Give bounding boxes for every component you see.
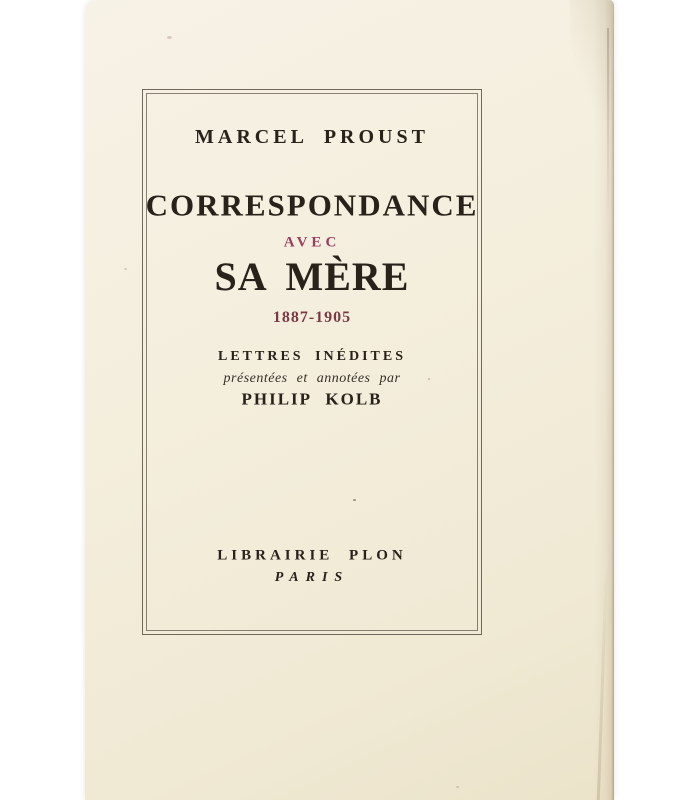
book-title: CORRESPONDANCE — [145, 187, 479, 223]
paper-speck — [428, 378, 430, 380]
date-range: 1887-1905 — [272, 309, 352, 326]
editor-name: PHILIP KOLB — [241, 389, 383, 409]
editor-note: présentées et annotées par — [223, 371, 401, 386]
page-crease-line — [607, 28, 609, 218]
paper-speck — [124, 268, 127, 270]
title-connector: AVEC — [283, 234, 341, 251]
book-title-subject: SA MÈRE — [214, 254, 410, 299]
paper-speck — [456, 786, 459, 788]
page-crease-top-right — [570, 0, 612, 120]
publisher-city: PARIS — [274, 570, 350, 585]
paper-speck — [353, 499, 356, 501]
author-name: MARCEL PROUST — [195, 126, 429, 148]
paper-speck — [167, 36, 172, 39]
publisher-name: LIBRAIRIE PLON — [217, 547, 407, 564]
subtitle: LETTRES INÉDITES — [217, 349, 406, 364]
title-page — [85, 0, 614, 800]
